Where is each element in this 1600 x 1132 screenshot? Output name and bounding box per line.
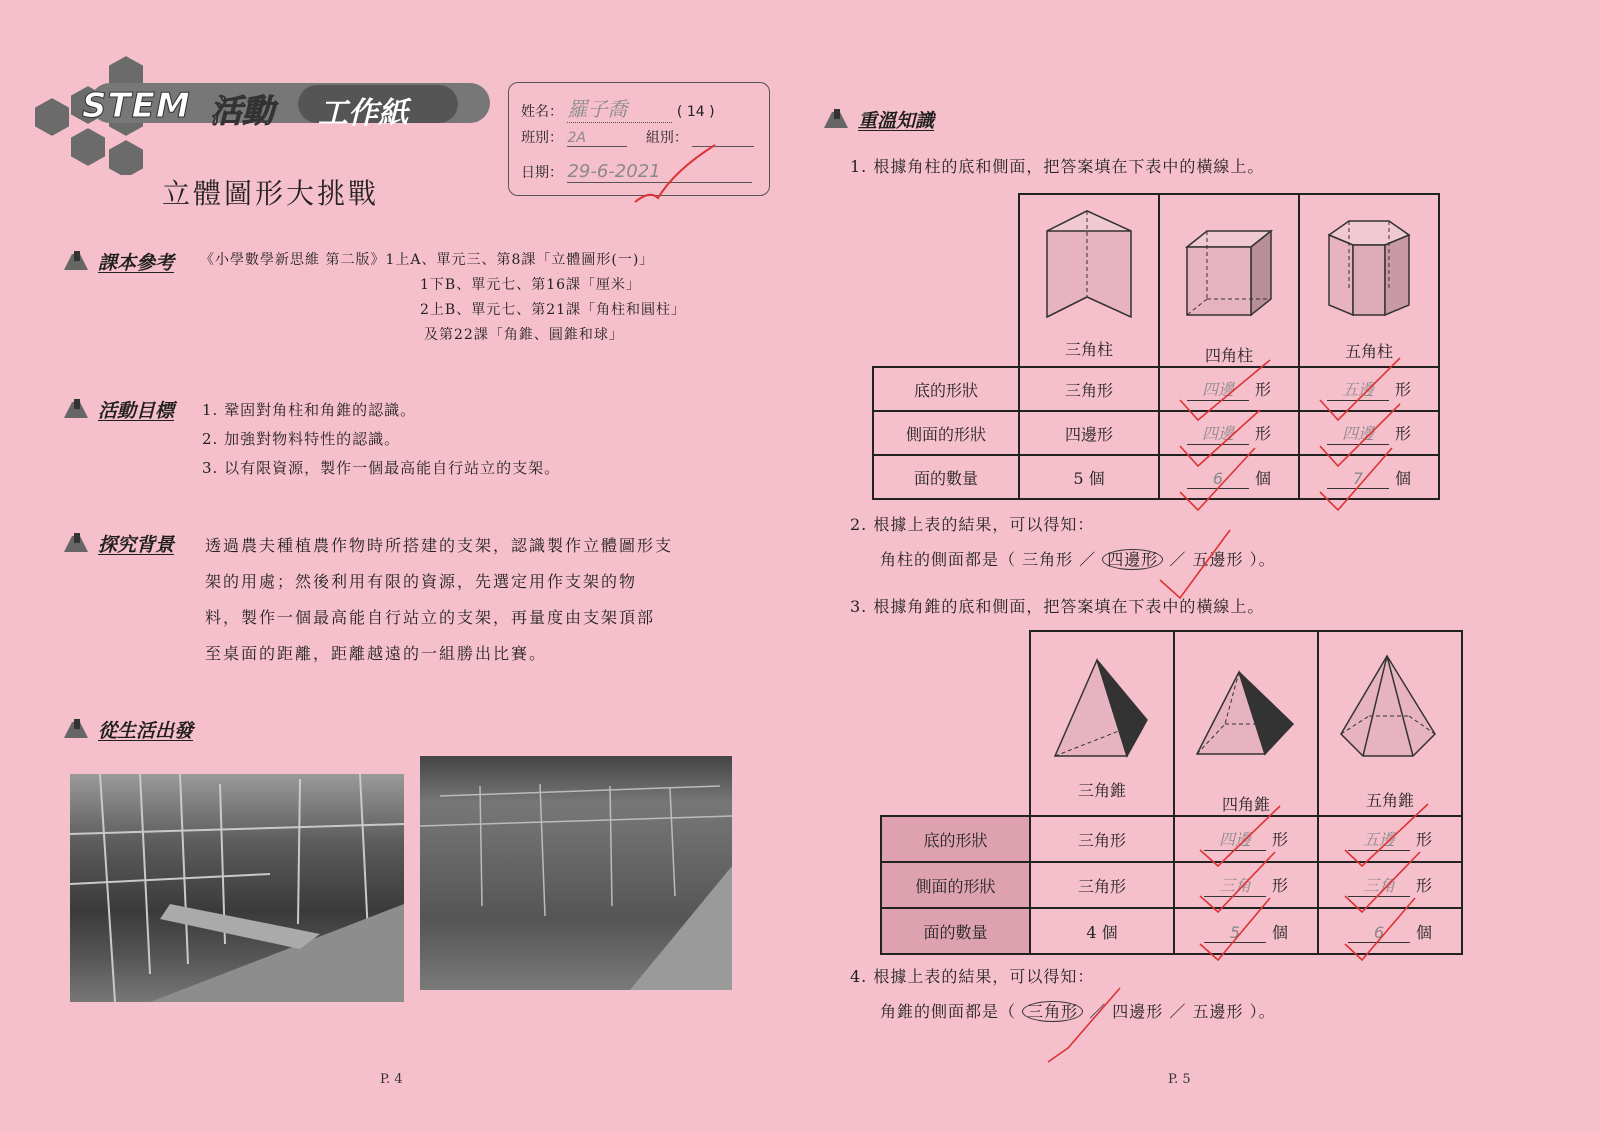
q4-circled-answer: 三角形 (1022, 1001, 1083, 1022)
review-heading: 重溫知識 (858, 110, 935, 132)
pencil-icon (62, 718, 92, 742)
unit-label: 個 (1415, 922, 1432, 942)
pyramid-faces-2-answer: 5 (1204, 923, 1266, 943)
garden-photo-1 (70, 774, 404, 1002)
pyramid-name-1: 三角錐 (1077, 781, 1126, 800)
ref-line-1: 《小學數學新思維 第二版》1上A、單元三、第8課「立體圖形(一)」 (200, 252, 655, 268)
field-drawing (420, 756, 732, 990)
pyramid-base-1: 三角形 (1030, 816, 1174, 862)
pyramid-side-3-answer: 三角 (1348, 873, 1410, 897)
prism-side-3-answer: 四邊 (1327, 421, 1389, 445)
unit-label: 形 (1271, 876, 1288, 895)
prism-faces-2-answer: 6 (1187, 469, 1249, 489)
ref-line-4: 及第22課「角錐、圓錐和球」 (424, 327, 624, 343)
worksheet-title: 立體圖形大挑戰 (162, 177, 380, 210)
bg-heading: 探究背景 (98, 534, 175, 556)
banner-sheet-text: 工作紙 (318, 96, 408, 131)
unit-label: 形 (1394, 424, 1411, 443)
ref-line-2: 1下B、單元七、第16課「厘米」 (420, 277, 642, 293)
class-label: 班別： (521, 130, 563, 146)
prism-side-1: 四邊形 (1019, 411, 1159, 455)
goal-3: 3. 以有限資源，製作一個最高能自行站立的支架。 (202, 459, 561, 477)
unit-label: 形 (1254, 424, 1271, 443)
bg-line-2: 架的用處；然後利用有限的資源，先選定用作支架的物 (205, 572, 638, 591)
unit-label: 個 (1254, 468, 1271, 488)
q2-text-b: ／ 五邊形 ）。 (1169, 550, 1276, 569)
name-label: 姓名： (521, 104, 563, 120)
unit-label: 個 (1271, 922, 1288, 942)
pyramid-name-3: 五角錐 (1365, 791, 1414, 810)
unit-label: 形 (1415, 876, 1432, 895)
bg-line-1: 透過農夫種植農作物時所搭建的支架，認識製作立體圖形支 (205, 536, 674, 555)
life-heading: 從生活出發 (98, 720, 194, 742)
banner-stem-text: STEM (82, 86, 191, 126)
pencil-icon (62, 532, 92, 556)
ref-heading: 課本參考 (98, 252, 175, 274)
prism-side-2-answer: 四邊 (1187, 421, 1249, 445)
pyramid-side-2-answer: 三角 (1204, 873, 1266, 897)
pyramid-row-label-faces: 面的數量 (881, 908, 1030, 954)
pyramid-faces-3-answer: 6 (1348, 923, 1410, 943)
group-label: 組別： (645, 130, 688, 146)
banner-activity-text: 活動 (210, 92, 275, 130)
pyramid-row-label-base: 底的形狀 (881, 816, 1030, 862)
prism-name-1: 三角柱 (1064, 340, 1113, 359)
pyramid-name-2: 四角錐 (1221, 795, 1270, 814)
student-number: ( 14 ) (676, 104, 715, 120)
trellis-drawing (70, 774, 404, 1002)
unit-label: 個 (1394, 468, 1411, 488)
prism-name-2: 四角柱 (1204, 346, 1253, 365)
prism-row-label-side: 側面的形狀 (873, 411, 1019, 455)
right-page (800, 0, 1600, 1132)
q2-circled-answer: 四邊形 (1102, 549, 1163, 570)
red-check-mark (630, 140, 720, 210)
class-value: 2A (567, 130, 627, 147)
page-number-right: P. 5 (1168, 1072, 1191, 1087)
question-3: 3. 根據角錐的底和側面，把答案填在下表中的橫線上。 (850, 597, 1265, 616)
question-1: 1. 根據角柱的底和側面，把答案填在下表中的橫線上。 (850, 157, 1265, 176)
unit-label: 形 (1254, 380, 1271, 399)
prism-base-2-answer: 四邊 (1187, 377, 1249, 401)
question-2: 2. 根據上表的結果，可以得知： (850, 515, 1095, 534)
bg-section-heading (62, 530, 174, 557)
pyramid-faces-1: 4 個 (1030, 908, 1174, 954)
goal-heading: 活動目標 (98, 400, 175, 422)
unit-label: 形 (1271, 830, 1288, 849)
garden-photo-2 (420, 756, 732, 990)
name-value: 羅子喬 (567, 93, 672, 123)
q4-text-a: 角錐的側面都是（ (880, 1002, 1017, 1021)
pyramid-base-2-answer: 四邊 (1204, 827, 1266, 851)
pyramid-side-1: 三角形 (1030, 862, 1174, 908)
red-tick-marks (800, 0, 1600, 1132)
prism-faces-1: 5 個 (1019, 455, 1159, 499)
prism-name-3: 五角柱 (1344, 342, 1393, 361)
question-4: 4. 根據上表的結果，可以得知： (850, 967, 1095, 986)
ref-section-heading (62, 248, 174, 275)
q2-text-a: 角柱的側面都是（ 三角形 ／ (880, 550, 1097, 569)
bg-line-3: 料，製作一個最高能自行站立的支架，再量度由支架頂部 (205, 608, 656, 627)
prism-faces-3-answer: 7 (1327, 469, 1389, 489)
pencil-icon (62, 398, 92, 422)
goal-section-heading (62, 396, 174, 423)
ref-line-3: 2上B、單元七、第21課「角柱和圓柱」 (420, 302, 687, 318)
life-section-heading (62, 716, 193, 743)
goal-2: 2. 加強對物料特性的認識。 (202, 430, 401, 448)
pyramid-row-label-side: 側面的形狀 (881, 862, 1030, 908)
unit-label: 形 (1394, 380, 1411, 399)
prism-row-label-base: 底的形狀 (873, 367, 1019, 411)
prism-row-label-faces: 面的數量 (873, 455, 1019, 499)
date-label: 日期： (521, 165, 563, 181)
pyramid-base-3-answer: 五邊 (1348, 827, 1410, 851)
page-number-left: P. 4 (380, 1072, 403, 1087)
bg-line-4: 至桌面的距離，距離越遠的一組勝出比賽。 (205, 644, 548, 663)
pencil-icon (62, 250, 92, 274)
date-value: 29-6-2021 (567, 161, 752, 183)
prism-base-1: 三角形 (1019, 367, 1159, 411)
q4-text-b: ／ 四邊形 ／ 五邊形 ）。 (1089, 1002, 1276, 1021)
unit-label: 形 (1415, 830, 1432, 849)
prism-base-3-answer: 五邊 (1327, 377, 1389, 401)
goal-1: 1. 鞏固對角柱和角錐的認識。 (202, 401, 417, 419)
